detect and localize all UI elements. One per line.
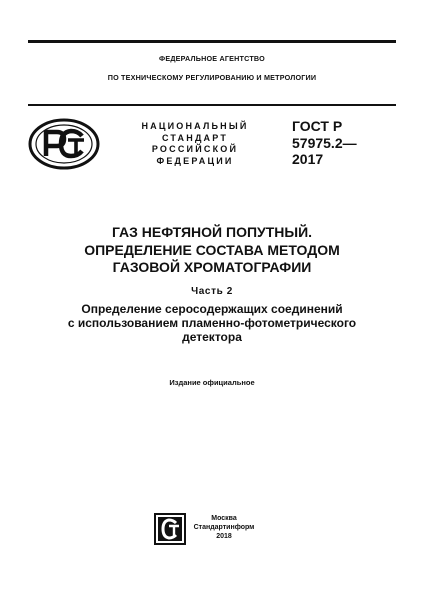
publisher-name: Стандартинформ xyxy=(193,524,255,532)
title-line-2: ОПРЕДЕЛЕНИЕ СОСТАВА МЕТОДОМ xyxy=(84,241,340,258)
edition-label: Издание официальное xyxy=(169,378,255,387)
national-line-4: ФЕДЕРАЦИИ xyxy=(156,155,234,166)
document-subtitle xyxy=(28,302,396,345)
publisher-imprint xyxy=(192,514,256,542)
gost-line-2: 57975.2— xyxy=(292,134,357,151)
standartinform-logo-icon xyxy=(154,513,186,545)
subtitle-line-3: детектора xyxy=(182,330,242,345)
subtitle-line-2: с использованием пламенно-фотометрического xyxy=(67,316,357,331)
title-line-3: ГАЗОВОЙ ХРОМАТОГРАФИИ xyxy=(112,259,312,275)
header-rule xyxy=(28,104,396,106)
national-line-1: НАЦИОНАЛЬНЫЙ xyxy=(141,121,249,131)
publisher-city: Москва xyxy=(211,515,237,522)
document-title xyxy=(28,224,396,277)
title-line-1: ГАЗ НЕФТЯНОЙ ПОПУТНЫЙ. xyxy=(111,224,313,240)
national-line-2: СТАНДАРТ xyxy=(161,132,229,143)
national-line-3: РОССИЙСКОЙ xyxy=(151,144,239,154)
publisher-year: 2018 xyxy=(216,533,232,541)
top-rule xyxy=(28,40,396,43)
rst-gost-emblem-icon xyxy=(28,118,100,170)
national-standard-label xyxy=(130,121,260,167)
agency-line-2: ПО ТЕХНИЧЕСКОМУ РЕГУЛИРОВАНИЮ И МЕТРОЛОГИИ xyxy=(107,73,317,82)
part-label: Часть 2 xyxy=(191,286,233,297)
gost-line-3: 2017 xyxy=(292,151,324,167)
gost-line-1: ГОСТ Р xyxy=(292,118,343,134)
agency-line-1: ФЕДЕРАЛЬНОЕ АГЕНТСТВО xyxy=(159,54,265,63)
subtitle-line-1: Определение серосодержащих соединений xyxy=(81,302,343,316)
standard-designation xyxy=(292,118,402,168)
